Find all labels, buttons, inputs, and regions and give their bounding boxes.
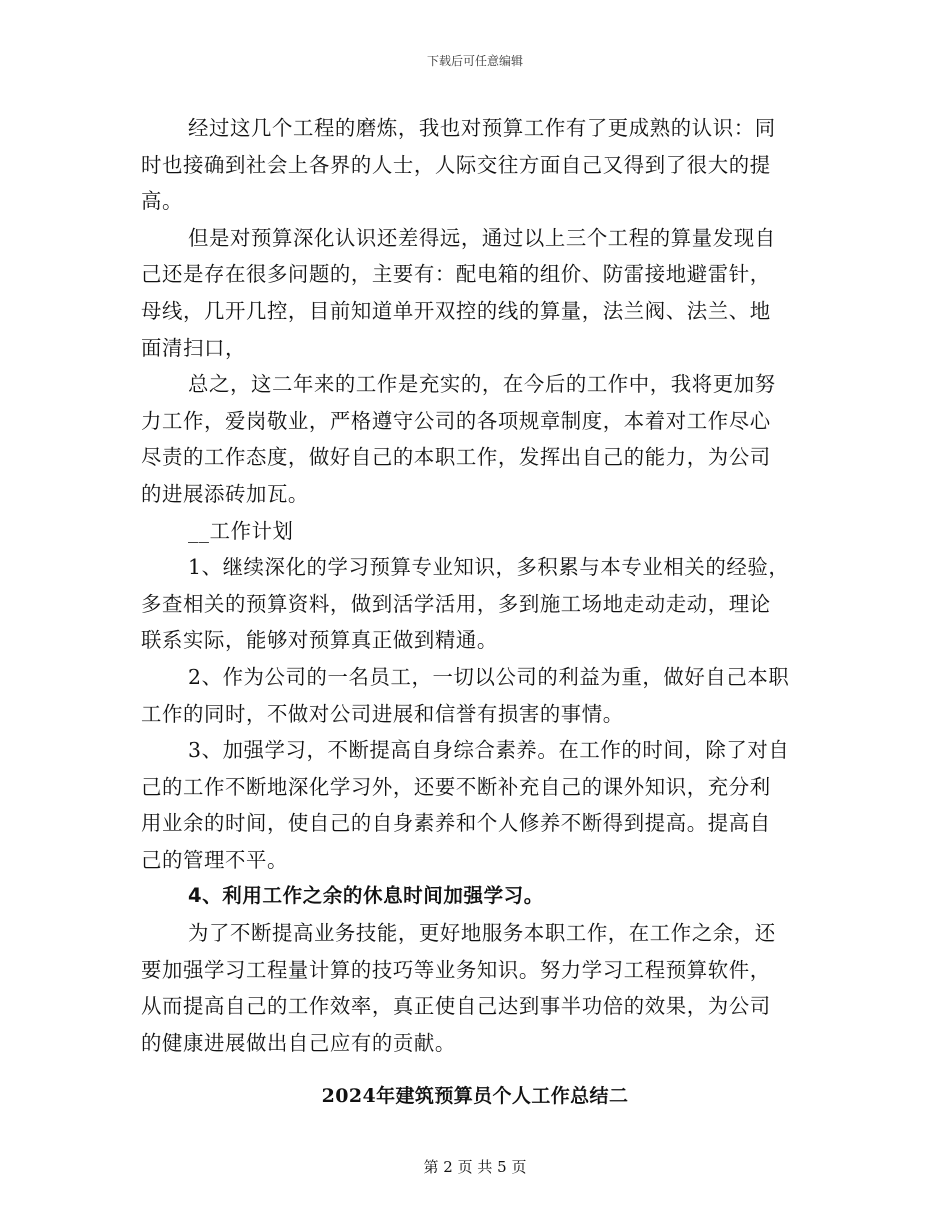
- paragraph-line: 高。: [141, 189, 183, 214]
- paragraph-line: 的健康进展做出自己应有的贡献。: [141, 1030, 456, 1055]
- paragraph-line: 总之，这二年来的工作是充实的，在今后的工作中，我将更加努: [188, 372, 776, 397]
- plan-item-line: 联系实际，能够对预算真正做到精通。: [141, 628, 498, 653]
- plan-item-line: 工作的同时，不做对公司进展和信誉有损害的事情。: [141, 701, 624, 726]
- paragraph-line: 为了不断提高业务技能，更好地服务本职工作，在工作之余，还: [188, 921, 776, 946]
- document-body: [141, 110, 801, 1061]
- plan-item-bold-heading: 4、利用工作之余的休息时间加强学习。: [188, 884, 544, 908]
- plan-item-line: 用业余的时间，使自己的自身素养和个人修养不断得到提高。提高自: [141, 811, 771, 836]
- paragraph-line: 从而提高自己的工作效率，真正使自己达到事半功倍的效果，为公司: [141, 994, 771, 1019]
- paragraph-line: 的进展添砖加瓦。: [141, 481, 309, 506]
- paragraph-line: 要加强学习工程量计算的技巧等业务知识。努力学习工程预算软件，: [141, 957, 771, 982]
- plan-item-line: 己的管理不平。: [141, 847, 288, 872]
- paragraph-line: 但是对预算深化认识还差得远，通过以上三个工程的算量发现自: [188, 225, 776, 250]
- paragraph-line: 尽责的工作态度，做好自己的本职工作，发挥出自己的能力，为公司: [141, 445, 771, 470]
- paragraph-line: 力工作，爱岗敬业，严格遵守公司的各项规章制度，本着对工作尽心: [141, 408, 771, 433]
- paragraph-line: 母线，几开几控，目前知道单开双控的线的算量，法兰阀、法兰、地: [141, 298, 771, 323]
- page-footer: 第 2 页 共 5 页: [423, 1158, 527, 1176]
- plan-item-line: 多查相关的预算资料，做到活学活用，多到施工场地走动走动，理论: [141, 591, 771, 616]
- page-header: 下载后可任意编辑: [426, 54, 523, 68]
- paragraph-line: 面清扫口，: [141, 335, 246, 360]
- plan-item-line: 2、作为公司的一名员工，一切以公司的利益为重，做好自己本职: [188, 664, 790, 689]
- plan-item-line: 1、继续深化的学习预算专业知识，多积累与本专业相关的经验，: [188, 555, 790, 580]
- paragraph-line: 时也接确到社会上各界的人士，人际交往方面自己又得到了很大的提: [141, 152, 771, 177]
- plan-item-line: 己的工作不断地深化学习外，还要不断补充自己的课外知识，充分利: [141, 774, 771, 799]
- section-title: 2024年建筑预算员个人工作总结二: [321, 1085, 629, 1107]
- work-plan-heading: __工作计划: [188, 518, 294, 543]
- plan-item-line: 3、加强学习，不断提高自身综合素养。在工作的时间，除了对自: [188, 738, 790, 763]
- paragraph-line: 经过这几个工程的磨炼，我也对预算工作有了更成熟的认识：同: [188, 116, 776, 140]
- paragraph-line: 己还是存在很多问题的，主要有：配电箱的组价、防雷接地避雷针，: [141, 262, 771, 287]
